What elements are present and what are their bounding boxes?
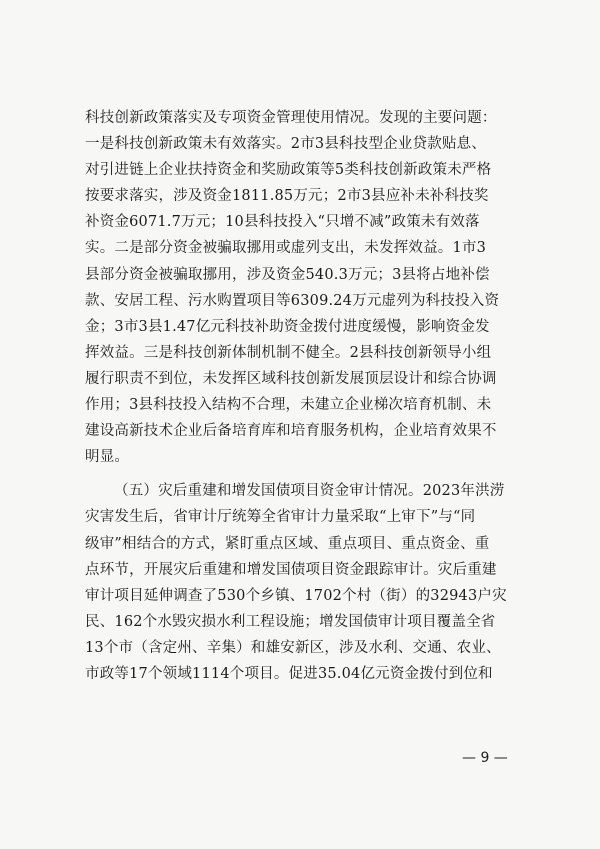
text-line: 13个市（含定州、辛集）和雄安新区，涉及水利、交通、农业、 (85, 639, 501, 656)
text-line: 民、162个水毁灾损水利工程设施；增发国债审计项目覆盖全省 (85, 613, 496, 630)
text-line: 点环节，开展灾后重建和增发国债项目资金跟踪审计。灾后重建 (85, 561, 497, 578)
text-line: 建设高新技术企业后备培育库和培育服务机构，企业培育效果不 (85, 423, 497, 440)
text-line: 灾害发生后，省审计厅统筹全省审计力量采取“上审下”与“同 (85, 509, 476, 526)
text-line: 实。二是部分资金被骗取挪用或虚列支出，未发挥效益。1市3 (85, 240, 487, 257)
paragraph-innovation-policy (85, 105, 530, 470)
text-line: 明显。 (85, 449, 130, 466)
text-line: 补资金6071.7万元；10县科技投入“只增不减”政策未有效落 (85, 214, 480, 231)
body-text (85, 105, 530, 687)
paragraph-gap (85, 470, 530, 478)
text-line: （五）灾后重建和增发国债项目资金审计情况。2023年洪涝 (114, 483, 505, 500)
text-line: 审计项目延伸调查了530个乡镇、1702个村（街）的32943户灾 (85, 587, 507, 604)
text-line: 级审”相结合的方式，紧盯重点区域、重点项目、重点资金、重 (85, 535, 490, 552)
text-line: 按要求落实，涉及资金1811.85万元；2市3县应补未补科技奖 (85, 188, 489, 205)
text-line: 挥效益。三是科技创新体制机制不健全。2县科技创新领导小组 (85, 344, 492, 361)
text-line: 一是科技创新政策未有效落实。2市3县科技型企业贷款贴息、 (85, 136, 487, 153)
page-number: — 9 — (462, 750, 508, 766)
text-line: 金；3市3县1.47亿元科技补助资金拨付进度缓慢，影响资金发 (85, 318, 490, 335)
text-line: 县部分资金被骗取挪用，涉及资金540.3万元；3县将占地补偿 (85, 266, 490, 283)
text-line: 作用；3县科技投入结构不合理，未建立企业梯次培育机制、未 (85, 397, 492, 414)
text-line: 科技创新政策落实及专项资金管理使用情况。发现的主要问题： (85, 110, 497, 126)
text-line: 款、安居工程、污水购置项目等6309.24万元虚列为科技投入资 (85, 292, 500, 309)
text-line: 履行职责不到位，未发挥区域科技创新发展顶层设计和综合协调 (85, 370, 497, 387)
text-line: 对引进链上企业扶持资金和奖励政策等5类科技创新政策未严格 (85, 162, 492, 179)
paragraph-disaster-reconstruction (85, 478, 530, 687)
text-line: 市政等17个领域1114个项目。促进35.04亿元资金拨付到位和 (85, 665, 493, 682)
